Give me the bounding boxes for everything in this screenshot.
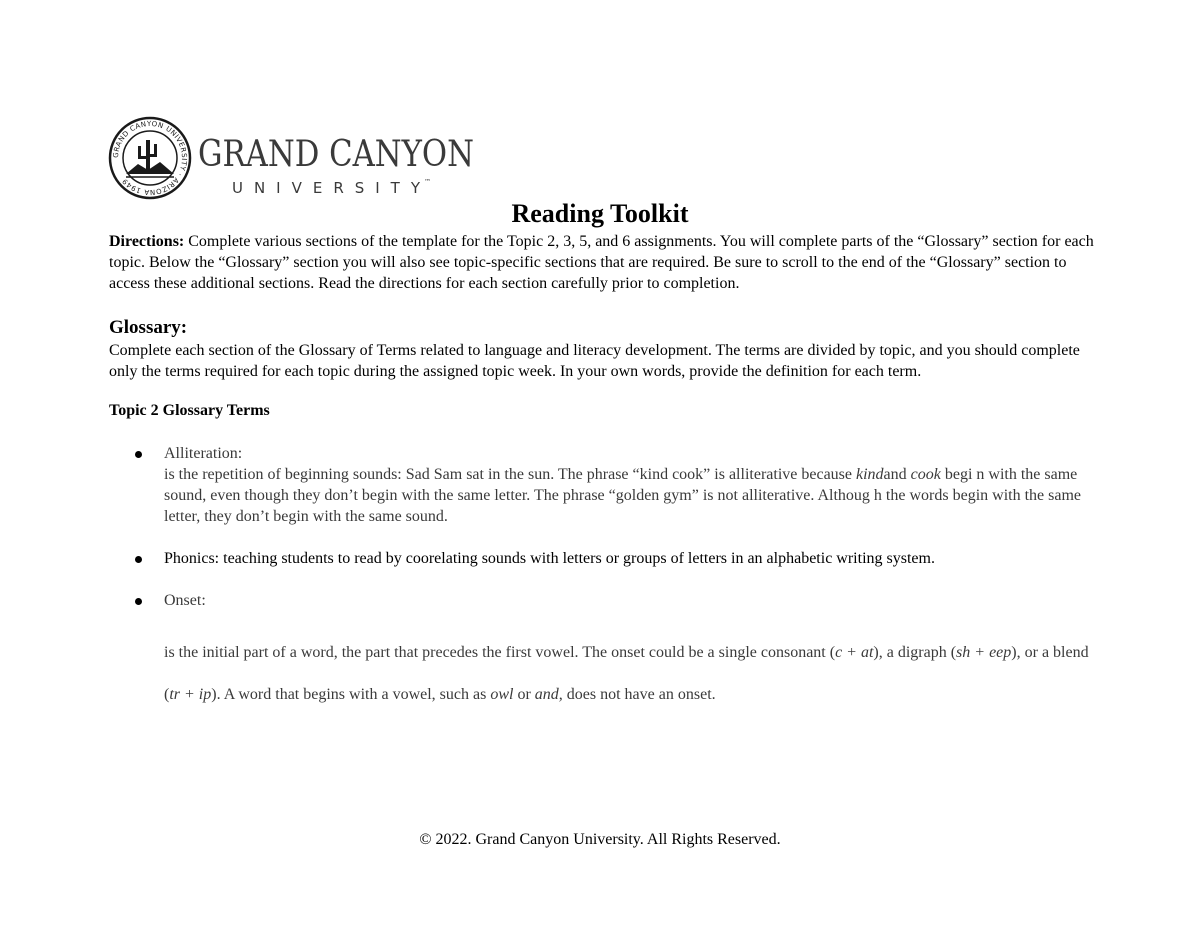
gcu-seal-icon [108, 116, 488, 200]
directions-text: Complete various sections of the template for the Topic 2, 3, 5, and 6 assignments. You will complete parts of the “Glossary” section for each topic. Below the “Glossary” section you will also see topic-specific sections that are required. Be sure to scroll to the end of the “Glossary” section to access these additional sections. Read the directions for each section carefully prior to completion. [109, 233, 1094, 292]
glossary-heading: Glossary: [109, 317, 188, 338]
page-title: Reading Toolkit [511, 199, 689, 228]
logo-trademark: ™ [424, 178, 431, 186]
logo-name-line1: GRAND CANYON [198, 134, 474, 175]
directions-paragraph [109, 231, 1099, 294]
term-label: Onset: [164, 592, 206, 609]
term-definition: is the repetition of beginning sounds: Sad Sam sat in the sun. The phrase “kind cook” is alliterative because kindand cook begi n with the same sound, even though they don’t begin with the same letter. The phrase “golden gym” is not alliterative. Althoug h the words begin with the same letter, they don’t begin with the same sound. [164, 466, 1081, 525]
directions-label: Directions: [109, 233, 185, 250]
term-definition: Phonics: teaching students to read by coorelating sounds with letters or groups of letters in an alphabetic writing system. [164, 550, 935, 567]
term-phonics [109, 548, 1099, 569]
term-definition: is the initial part of a word, the part that precedes the first vowel. The onset could be a single consonant (c + at), a digraph (sh + eep), or a blend (tr + ip). A word that begins with a vowel, such as owl or and, does not have an onset. [164, 644, 1089, 703]
svg-text:GRAND CANYON UNIVERSITY · ARIZ: GRAND CANYON UNIVERSITY · ARIZONA 1949 [111, 119, 189, 197]
term-onset [109, 590, 1099, 716]
copyright-footer: © 2022. Grand Canyon University. All Rights Reserved. [419, 831, 781, 848]
glossary-intro: Complete each section of the Glossary of Terms related to language and literacy development. The terms are divided by topic, and you should complete only the terms required for each topic during the assigned topic week. In your own words, provide the definition for each term. [109, 342, 1080, 380]
bullet-icon [135, 556, 142, 563]
term-label: Alliteration: [164, 445, 243, 462]
university-logo [108, 116, 488, 200]
bullet-icon [135, 451, 142, 458]
bullet-icon [135, 598, 142, 605]
logo-name-line2: UNIVERSITY [232, 179, 420, 197]
term-alliteration [109, 443, 1099, 527]
topic-2-heading: Topic 2 Glossary Terms [109, 402, 270, 419]
